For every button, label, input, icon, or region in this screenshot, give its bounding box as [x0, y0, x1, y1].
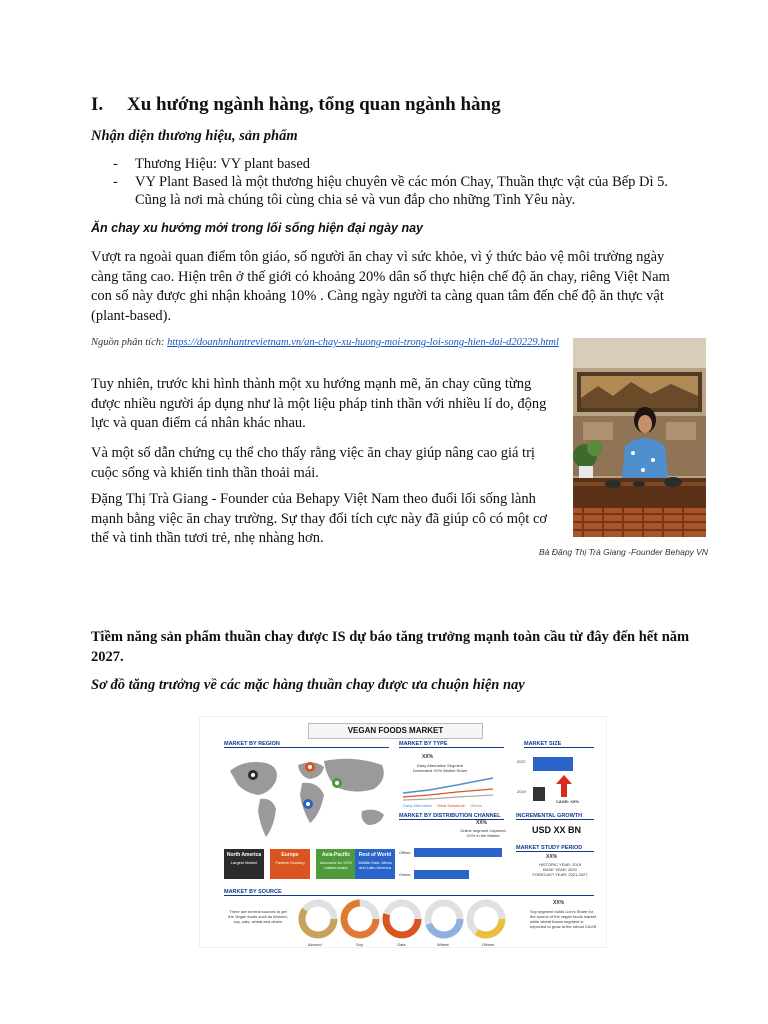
potential-subtitle: Sơ đồ tăng trưởng về các mặc hàng thuần chay được ưa chuộn hiện nay: [91, 677, 525, 693]
map-pin-rest-icon: [303, 799, 313, 809]
donut-almond: [302, 903, 334, 935]
section-title: Xu hướng ngành hàng, tổng quan ngành hàng: [127, 94, 501, 115]
source-label-oats: Oats: [397, 942, 406, 947]
source-label-soy: Soy: [356, 942, 363, 947]
source-right-note: Soy segment holds Lion's Share for the source of the vegan foods market while wheat foams segment is expected to grow at the robust CAGR: [530, 909, 597, 929]
potential-title: Tiềm năng sản phẩm thuần chay được IS dự báo tăng trưởng mạnh toàn cầu từ đây đến hết năm 2027.: [91, 629, 690, 665]
brand-list-item: VY Plant Based là một thương hiệu chuyên về các món Chay, Thuần thực vật của Bếp Dì 5. Cũng là nơi mà chúng tôi cùng chia sẻ và vun đắp cho những Tình Yêu này.: [135, 174, 669, 208]
region-rest-of-world: Rest of World Middle East, Africa and Latin America: [355, 849, 395, 879]
trend-paragraph-4: Đặng Thị Trà Giang - Founder của Behapy Việt Nam theo đuổi lối sống lành mạnh bằng việc ăn chay trường. Sự thay đổi tích cực này đã giúp cô có một cơ thể và tinh thần tươi trẻ, nhẹ nhàng hơn.: [91, 491, 548, 546]
size-bar-2019: [533, 787, 545, 801]
source-link[interactable]: https://doanhnhantrevietnam.vn/an-chay-xu-huong-moi-trong-loi-song-hien-dai-d20229.html: [167, 337, 559, 348]
trend-paragraph-3: Và một số dẫn chứng cụ thể cho thấy rằng việc ăn chay giúp nâng cao giá trị cuộc sống và khiến tinh thần thoải mái.: [91, 445, 535, 481]
source-label-others: Others: [482, 942, 495, 947]
growth-header: INCREMENTAL GROWTH: [516, 813, 594, 820]
donut-others: [470, 903, 502, 935]
brand-subtitle: Nhận diện thương hiệu, sản phẩm: [91, 128, 298, 144]
channel-note: Online segment Captured XX% in the Market: [460, 828, 506, 838]
donut-soy: [344, 903, 376, 935]
type-value: XX%: [422, 754, 434, 760]
growth-value: USD XX BN: [532, 825, 582, 835]
trend-paragraph-1: Vượt ra ngoài quan điểm tôn giáo, số người ăn chay vì sức khỏe, vì ý thức bảo vệ môi trường ngày càng tăng cao. Hiện trên ở thế giới có khoảng 20% dân số thực hiện chế độ ăn chay, riêng Việt Nam con số này được ghi nhận khoảng 10% . Càng ngày người ta càng quan tâm đến chế độ ăn thực vật (plant-based).: [91, 249, 670, 324]
cagr: CAGR: XX%: [556, 799, 580, 804]
channel-value: XX%: [476, 820, 488, 826]
world-map: [224, 753, 394, 843]
channel-offline-bar: [414, 848, 502, 857]
source-label-almond: Almond: [308, 942, 322, 947]
period-forecast: FORECAST YEAR: 2021-2027: [532, 872, 588, 877]
type-note: Dairy Alternative Segment Dominated XX% Market Share: [412, 763, 468, 773]
period-value: XX%: [546, 854, 558, 860]
size-header: MARKET SIZE: [524, 741, 594, 748]
type-legend-dairy: Dairy Alternative: [403, 803, 433, 808]
size-bar-2027: [533, 757, 573, 771]
type-header: MARKET BY TYPE: [399, 741, 504, 748]
section-heading: [91, 94, 501, 116]
map-pin-north-america-icon: [248, 770, 258, 780]
growth-arrow-icon: [556, 775, 572, 797]
trend-paragraph-2: Tuy nhiên, trước khi hình thành một xu hướng mạnh mẽ, ăn chay cũng từng được nhiều người áp dụng như là một liệu pháp tinh thần với nhiều lí do, động lực và quan điểm cá nhân khác nhau.: [91, 376, 547, 431]
region-north-america: North America Largest Market: [224, 849, 264, 879]
channel-online-label: Online: [399, 872, 411, 877]
map-pin-asia-icon: [332, 778, 342, 788]
founder-photo-drawing: [573, 338, 706, 537]
type-legend: [403, 803, 513, 808]
region-header: MARKET BY REGION: [224, 741, 389, 748]
type-legend-others: Others: [470, 803, 483, 808]
period-historic: HISTORIC YEAR: 2019: [538, 862, 582, 867]
map-pin-europe-icon: [305, 762, 315, 772]
size-year-2019: 2019: [517, 789, 526, 794]
type-legend-meat: Meat Substitute: [437, 803, 466, 808]
source-note-text: There are several sources to get the Vegan foods such as Almond, soy, oats, wheat and others: [228, 909, 288, 924]
source-value: XX%: [553, 900, 565, 906]
donut-oats: [386, 903, 418, 935]
channel-header: MARKET BY DISTRIBUTION CHANNEL: [399, 813, 504, 820]
donut-wheat: [428, 903, 460, 935]
source-label-wheat: Wheat: [437, 942, 449, 947]
source-header: MARKET BY SOURCE: [224, 889, 594, 896]
source-note: [91, 336, 561, 350]
source-label: Nguồn phân tích:: [91, 337, 165, 348]
period-base: BASE YEAR: 2020: [543, 867, 577, 872]
vegan-market-infographic: [199, 716, 607, 948]
section-number: I.: [91, 94, 104, 115]
source-donuts: [296, 897, 516, 941]
photo-caption: Bà Đặng Thị Trà Giang -Founder Behapy VN: [539, 547, 708, 557]
size-year-2027: 2027: [517, 759, 526, 764]
type-line-chart: [399, 773, 504, 803]
channel-online-bar: [414, 870, 469, 879]
infographic-title: VEGAN FOODS MARKET: [308, 723, 483, 739]
trend-subtitle: Ăn chay xu hướng mới trong lối sống hiện đại ngày nay: [91, 221, 423, 235]
region-asia-pacific: Asia-Pacific Accounts for XX% market share: [316, 849, 356, 879]
channel-offline-label: Offline: [399, 850, 411, 855]
region-europe: Europe Fastest Growing: [270, 849, 310, 879]
period-header: MARKET STUDY PERIOD: [516, 845, 594, 852]
brand-list-item: Thương Hiệu: VY plant based: [135, 156, 310, 172]
founder-photo: [573, 338, 706, 537]
